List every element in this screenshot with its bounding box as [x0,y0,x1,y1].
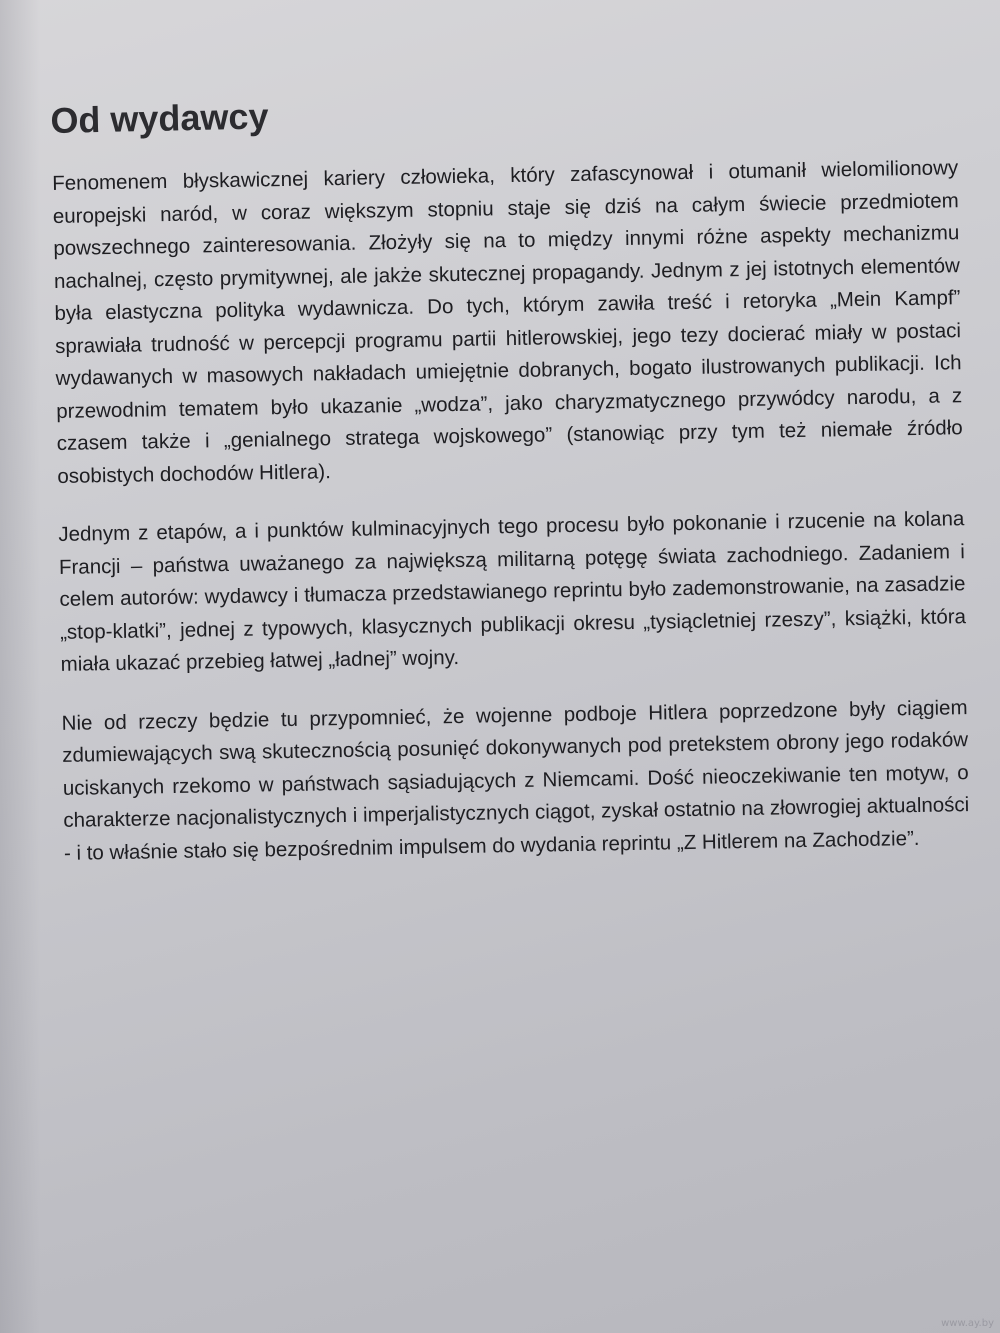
body-text [52,152,971,896]
paragraph-1: Fenomenem błyskawicznej kariery człowieka, który zafascynował i otumanił wielomilionowy europejski naród, w coraz większym stopniu staje się dziś na całym świecie przedmiotem powszechnego zainteresowania. Złożyły się na to między innymi różne aspekty mechanizmu nachalnej, często prymitywnej, ale jakże skutecznej propagandy. Jednym z jej istotnych elementów była elastyczna polityka wydawnicza. Do tych, którym zawiła treść i retoryka „Mein Kampf” sprawiała trudność w percepcji programu partii hitlerowskiej, jego tezy docierać miały w postaci wydawanych w masowych nakładach umiejętnie dobranych, bogato ilustrowanych publikacji. Ich przewodnim tematem było ukazanie „wodza”, jako charyzmatycznego przywódcy narodu, a z czasem także i „genialnego stratega wojskowego” (stanowiąc przy tym też niemałe źródło osobistych dochodów Hitlera). [52,156,963,488]
paragraph-2: Jednym z etapów, a i punktów kulminacyjnych tego procesu było pokonanie i rzucenie na kolana Francji – państwa uważanego za największą militarną potęgę świata zachodniego. Zadaniem i celem autorów: wydawcy i tłumacza przedstawianego reprintu było zademonstrowanie, na zasadzie „stop-klatki”, jednej z typowych, klasycznych publikacji okresu „tysiącletniej rzeszy”, książki, która miała ukazać przebieg łatwej „ładnej” wojny. [58,507,967,676]
paragraph-3: Nie od rzeczy będzie tu przypomnieć, że wojenne podboje Hitlera poprzedzone były ciągiem zdumiewających swą skutecznością posunięć dokonywanych pod pretekstem obrony jego rodaków uciskanych rzekomo w państwach sąsiadujących z Niemcami. Dość nieoczekiwanie ten motyw, o charakterze nacjonalistycznych i imperjalistycznych ciągot, zyskał ostatnio na złowrogiej aktualności - i to właśnie stało się bezpośrednim impulsem do wydania reprintu „Z Hitlerem na Zachodzie”. [61,695,970,865]
watermark: www.ay.by [941,1318,994,1329]
page-heading: Od wydawcy [50,95,269,141]
